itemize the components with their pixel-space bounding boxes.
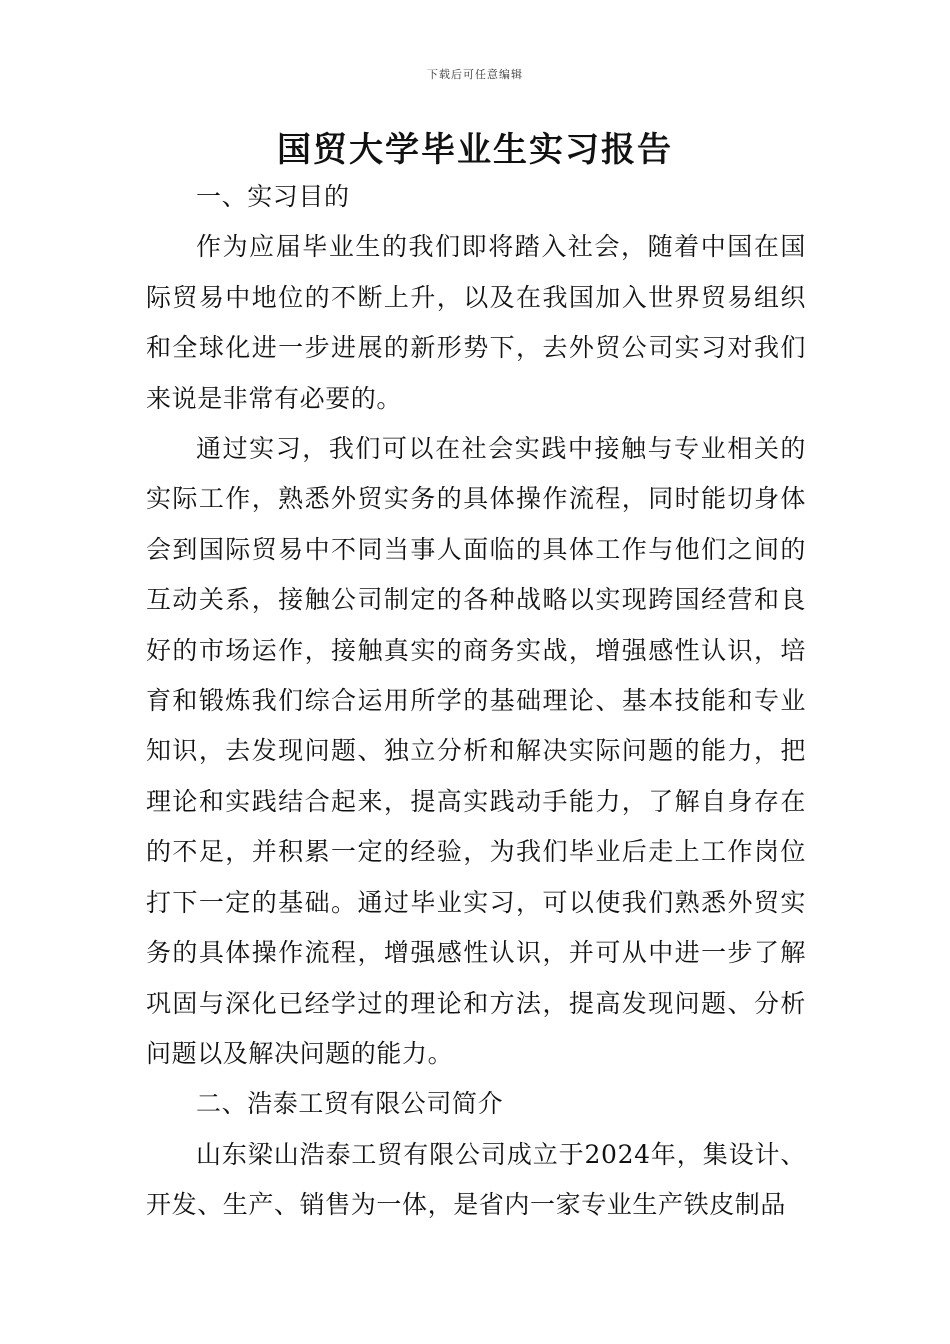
header-note: 下载后可任意编辑 — [427, 68, 523, 81]
document-body — [146, 172, 806, 1231]
section-heading-purpose: 一、实习目的 — [196, 182, 350, 211]
section-heading-company: 二、浩泰工贸有限公司简介 — [196, 1089, 504, 1119]
paragraph-purpose-intro: 作为应届毕业生的我们即将踏入社会，随着中国在国际贸易中地位的不断上升，以及在我国加入世界贸易组织和全球化进一步进展的新形势下，去外贸公司实习对我们来说是非常有必要的。 — [146, 232, 806, 413]
paragraph-purpose-detail: 通过实习，我们可以在社会实践中接触与专业相关的实际工作，熟悉外贸实务的具体操作流程，同时能切身体会到国际贸易中不同当事人面临的具体工作与他们之间的互动关系，接触公司制定的各种战略以实现跨国经营和良好的市场运作，接触真实的商务实战，增强感性认识，培育和锻炼我们综合运用所学的基础理论、基本技能和专业知识，去发现问题、独立分析和解决实际问题的能力，把理论和实践结合起来，提高实践动手能力，了解自身存在的不足，并积累一定的经验，为我们毕业后走上工作岗位打下一定的基础。通过毕业实习，可以使我们熟悉外贸实务的具体操作流程，增强感性认识，并可从中进一步了解巩固与深化已经学过的理论和方法，提高发现问题、分析问题以及解决问题的能力。 — [146, 434, 806, 1068]
document-title: 国贸大学毕业生实习报告 — [277, 130, 673, 170]
paragraph-company-intro: 山东梁山浩泰工贸有限公司成立于2024年，集设计、开发、生产、销售为一体，是省内一家专业生产铁皮制品 — [146, 1139, 806, 1220]
